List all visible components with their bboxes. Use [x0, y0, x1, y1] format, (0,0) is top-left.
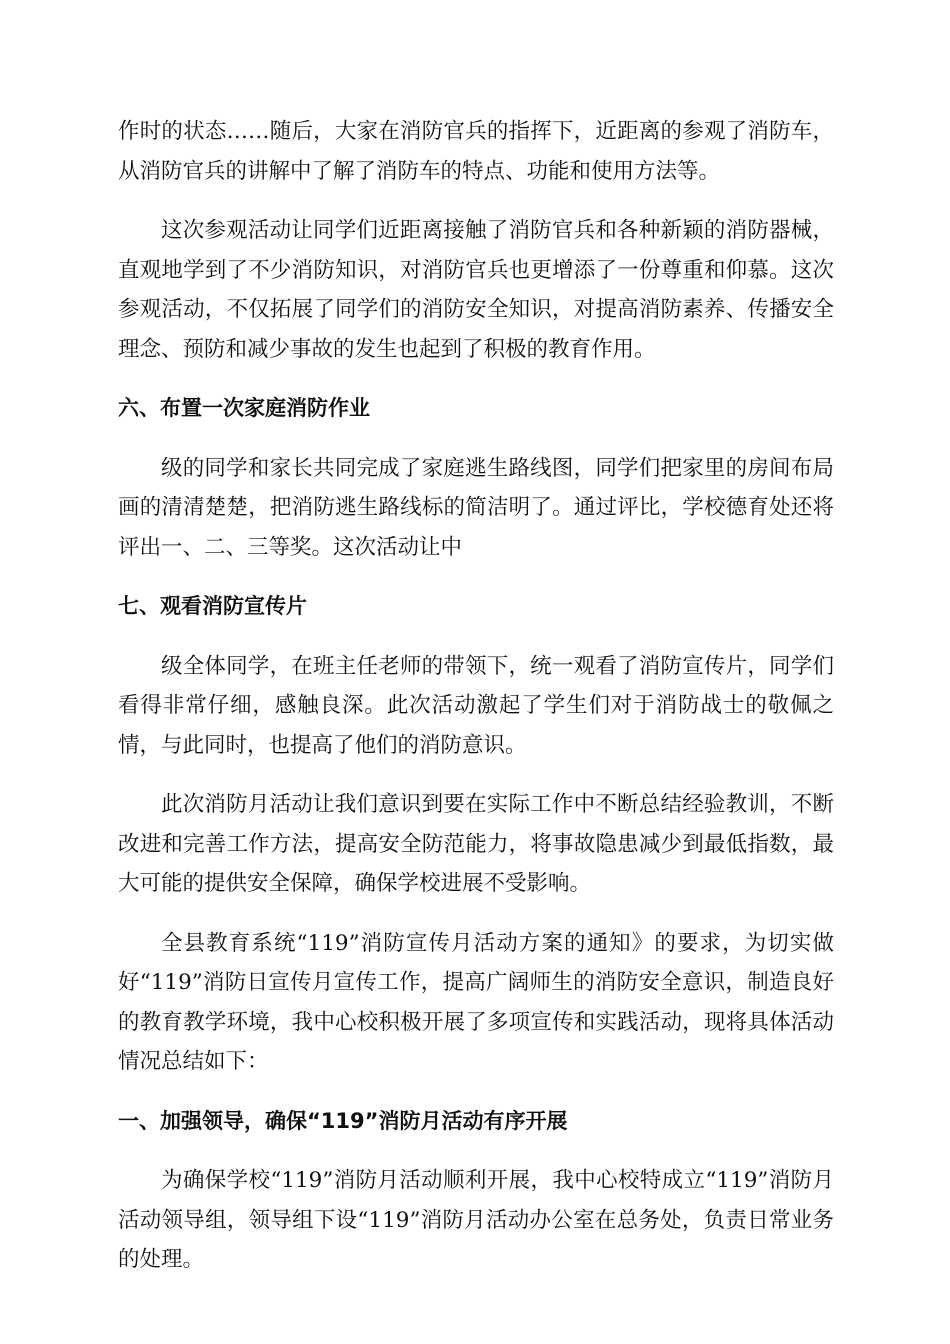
section-heading-1: 一、加强领导，确保“119”消防月活动有序开展: [118, 1108, 568, 1133]
section-heading-7: 七、观看消防宣传片: [118, 594, 307, 618]
paragraph: 为确保学校“119”消防月活动顺利开展，我中心校特成立“119”消防月活动领导组，领导组下设“119”消防月活动办公室在总务处，负责日常业务的处理。: [118, 1168, 834, 1272]
document-body: [118, 112, 834, 1300]
paragraph: 此次消防月活动让我们意识到要在实际工作中不断总结经验教训，不断改进和完善工作方法，提高安全防范能力，将事故隐患减少到最低指数，最大可能的提供安全保障，确保学校进展不受影响。: [118, 792, 834, 896]
paragraph: 级的同学和家长共同完成了家庭逃生路线图，同学们把家里的房间布局画的清清楚楚，把消防逃生路线标的简洁明了。通过评比，学校德育处还将评出一、二、三等奖。这次活动让中: [118, 455, 834, 560]
paragraph: 级全体同学，在班主任老师的带领下，统一观看了消防宣传片，同学们看得非常仔细，感触良深。此次活动激起了学生们对于消防战士的敬佩之情，与此同时，也提高了他们的消防意识。: [118, 653, 834, 758]
paragraph: 这次参观活动让同学们近距离接触了消防官兵和各种新颖的消防器械，直观地学到了不少消防知识，对消防官兵也更增添了一份尊重和仰慕。这次参观活动，不仅拓展了同学们的消防安全知识，对提高消防素养、传播安全理念、预防和减少事故的发生也起到了积极的教育作用。: [118, 218, 834, 362]
section-heading-6: 六、布置一次家庭消防作业: [118, 396, 370, 420]
paragraph: 作时的状态……随后，大家在消防官兵的指挥下，近距离的参观了消防车，从消防官兵的讲解中了解了消防车的特点、功能和使用方法等。: [118, 119, 834, 184]
paragraph: 全县教育系统“119”消防宣传月活动方案的通知》的要求，为切实做好“119”消防日宣传月宣传工作，提高广阔师生的消防安全意识，制造良好的教育教学环境，我中心校积极开展了多项宣传和实践活动，现将具体活动情况总结如下：: [118, 930, 834, 1074]
